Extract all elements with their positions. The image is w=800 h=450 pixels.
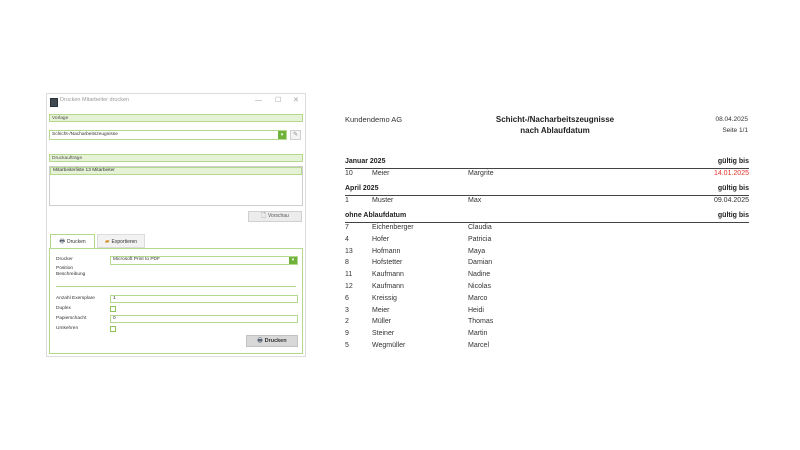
jobs-section-label: Druckaufträge [49,154,303,162]
printer-label: Drucker [56,257,73,262]
duplex-label: Duplex [56,306,71,311]
first-name: Marco [468,294,488,302]
employee-number: 8 [345,259,349,267]
valid-until-header: gültig bis [717,212,749,219]
last-name: Kaufmann [372,283,404,290]
group-header [345,212,749,223]
first-name: Nadine [468,271,491,279]
tray-label: Papierschacht [56,316,87,321]
reverse-label: Umkehren [56,326,79,331]
company-name: Kundendemo AG [345,115,403,124]
first-name: Nicolas [468,283,491,290]
minimize-button[interactable]: — [255,97,262,104]
group-header [345,158,749,169]
pencil-icon: ✎ [292,132,299,138]
last-name: Hofer [372,235,390,243]
valid-until-date: 14.01.2025 [713,170,749,177]
table-row [345,330,749,340]
last-name: Muster [372,197,394,204]
employee-number: 1 [345,197,349,204]
close-button[interactable]: ✕ [293,97,299,104]
tab-print-label: Drucken [67,239,86,245]
maximize-button[interactable]: ☐ [275,97,282,104]
employee-number: 3 [345,306,349,314]
report-title-line1: Schicht-/Nacharbeitszeugnisse [495,115,615,124]
first-name: Marcel [468,342,490,349]
last-name: Kreissig [372,294,397,302]
employee-number: 7 [345,224,349,231]
table-row [345,295,749,305]
group-title: April 2025 [345,185,379,192]
group-header [345,185,749,196]
group-title: ohne Ablaufdatum [345,212,407,219]
employee-number: 11 [345,271,353,279]
last-name: Wegmüller [372,342,406,349]
tray-input[interactable]: 0 [110,315,298,323]
first-name: Margrite [468,170,494,177]
group-title: Januar 2025 [345,158,386,165]
table-row [345,248,749,258]
list-item[interactable]: Mitarbeiterliste 13 Mitarbeiter [50,167,302,175]
table-row [345,342,749,352]
employee-number: 4 [345,235,349,243]
last-name: Hofstetter [372,259,403,267]
table-row [345,236,749,246]
copies-label: Anzahl Exemplare [56,296,95,301]
table-row [345,197,749,207]
folder-icon: ▰ [104,239,110,245]
first-name: Thomas [468,318,494,326]
table-row [345,271,749,281]
table-row [345,283,749,293]
table-row [345,259,749,269]
report-date: 08.04.2025 [715,116,748,123]
first-name: Claudia [468,224,492,231]
last-name: Hofmann [372,247,401,255]
first-name: Damian [468,259,493,267]
employee-number: 10 [345,170,353,177]
window-title: Drucken Mitarbeiter drucken [60,97,130,103]
valid-until-header: gültig bis [717,185,749,192]
description-label: Beschreibung [56,272,86,277]
copies-input[interactable]: 1 [110,295,298,303]
employee-number: 2 [345,318,349,326]
last-name: Müller [372,318,392,326]
report-title [455,114,655,136]
first-name: Heidi [468,306,484,314]
employee-number: 12 [345,283,353,290]
valid-until-date: 09.04.2025 [713,197,749,204]
print-button-label: Drucken [264,338,287,344]
table-row [345,224,749,234]
first-name: Martin [468,330,488,338]
printer-icon: 🖶 [59,239,66,245]
report-title-line2: nach Ablaufdatum [520,126,590,135]
employee-number: 5 [345,342,349,349]
printer-select-value: Microsoft Print to PDF [113,257,160,262]
table-row [345,318,749,328]
first-name: Maya [468,247,486,255]
printer-icon: 🖶 [257,338,263,344]
first-name: Patricia [468,235,492,243]
template-select-value: Schicht-/Nacharbeitszeugnisse [52,132,118,137]
page-number: Seite 1/1 [722,127,748,134]
employee-number: 13 [345,247,353,255]
last-name: Eichenberger [372,224,414,231]
position-label: Position [56,266,74,271]
last-name: Steiner [372,330,395,338]
last-name: Meier [372,306,390,314]
table-row [345,170,749,180]
valid-until-header: gültig bis [717,158,749,165]
template-section-label: Vorlage [49,114,303,122]
preview-icon: 🗋 [261,213,266,219]
first-name: Max [468,197,482,204]
last-name: Meier [372,170,390,177]
chevron-down-icon[interactable]: ▾ [278,131,286,139]
employee-number: 9 [345,330,349,338]
preview-button-label: Vorschau [267,213,289,219]
tab-export-label: Exportieren [111,239,138,245]
table-row [345,307,749,317]
employee-number: 6 [345,294,349,302]
chevron-down-icon[interactable]: ▾ [289,257,297,264]
last-name: Kaufmann [372,271,404,279]
